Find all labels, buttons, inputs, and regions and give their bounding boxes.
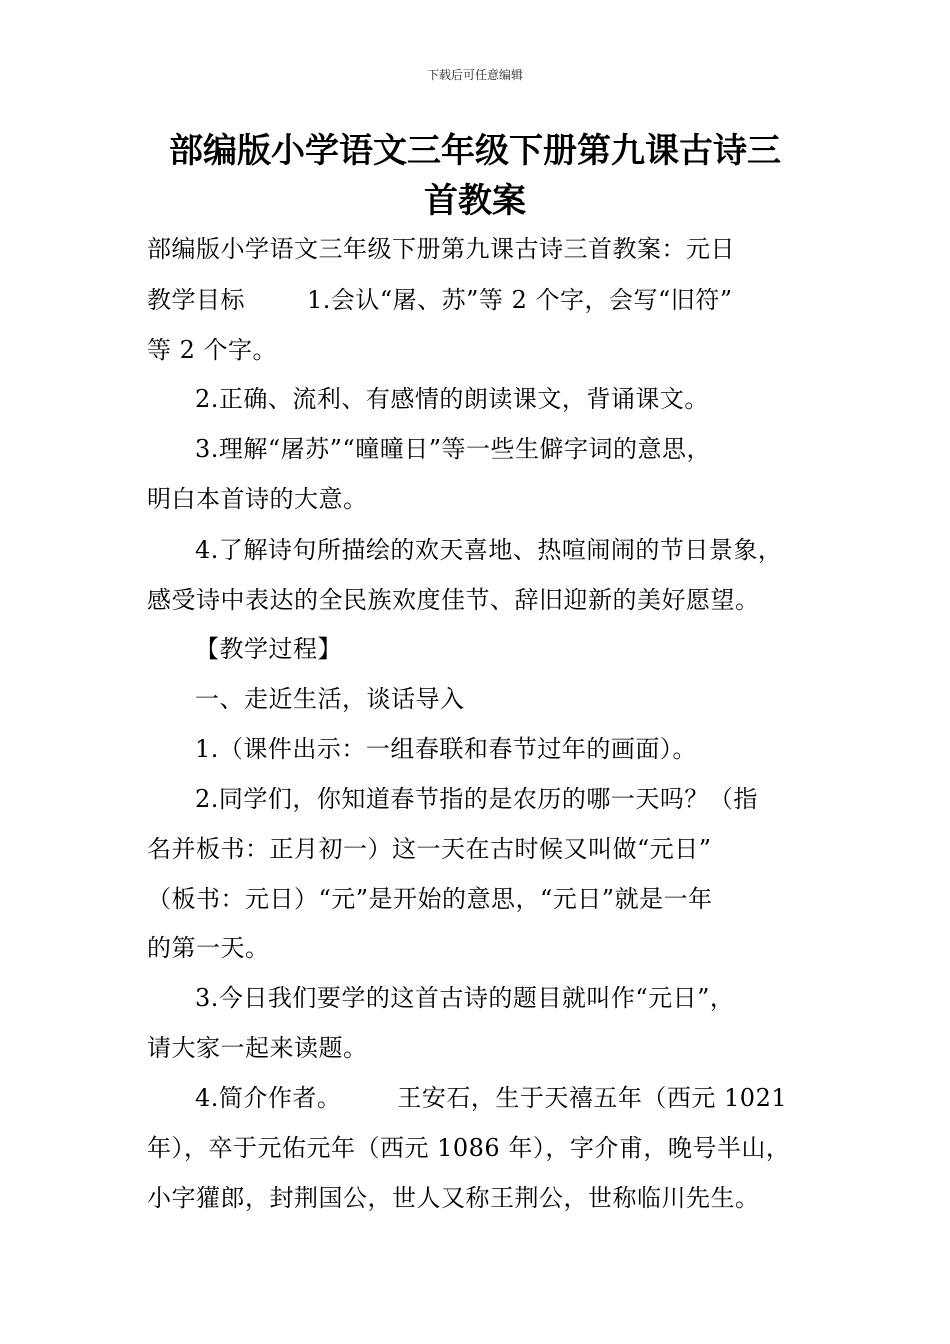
step-2-line-2: 名并板书：正月初一）这一天在古时候又叫做“元日” [147, 835, 712, 863]
goal-label: 教学目标 [147, 286, 245, 314]
step-2: 2.同学们，你知道春节指的是农历的哪一天吗？（指 [195, 785, 758, 813]
teaching-goals-line [0, 285, 950, 315]
author-intro: 王安石，生于天禧五年（西元 1021 [397, 1084, 788, 1112]
document-title-line-1: 部编版小学语文三年级下册第九课古诗三 [169, 131, 781, 171]
document-title-line-2: 首教案 [424, 181, 526, 221]
author-intro-line-2: 年），卒于元佑元年（西元 1086 年），字介甫，晚号半山， [147, 1134, 791, 1162]
goal-3: 3.理解“屠苏”“曈曈日”等一些生僻字词的意思， [195, 435, 711, 463]
step-3-continued: 请大家一起来读题。 [147, 1034, 368, 1062]
step-1: 1.（课件出示：一组春联和春节过年的画面）。 [195, 735, 697, 763]
subtitle: 部编版小学语文三年级下册第九课古诗三首教案：元日 [147, 235, 735, 263]
goal-2: 2.正确、流利、有感情的朗读课文，背诵课文。 [195, 385, 709, 413]
goal-1-continued: 等 2 个字。 [147, 336, 278, 364]
step-3: 3.今日我们要学的这首古诗的题目就叫作“元日”， [195, 984, 735, 1012]
header-note: 下载后可任意编辑 [426, 68, 523, 82]
process-heading: 【教学过程】 [195, 635, 342, 663]
step-2-line-3: （板书：元日）“元”是开始的意思，“元日”就是一年 [147, 885, 713, 913]
step-4-label: 4.简介作者。 [195, 1084, 342, 1112]
step-2-line-4: 的第一天。 [147, 934, 270, 962]
goal-4: 4.了解诗句所描绘的欢天喜地、热喧闹闹的节日景象， [195, 536, 783, 564]
goal-1: 1.会认“屠、苏”等 2 个字，会写“旧符” [307, 286, 733, 314]
goal-3-continued: 明白本首诗的大意。 [147, 485, 368, 513]
section-1-heading: 一、走近生活，谈话导入 [195, 685, 465, 713]
goal-4-continued: 感受诗中表达的全民族欢度佳节、辞旧迎新的美好愿望。 [147, 586, 760, 614]
step-4 [0, 1083, 950, 1113]
author-intro-line-3: 小字獾郎，封荆国公，世人又称王荆公，世称临川先生。 [147, 1184, 760, 1212]
